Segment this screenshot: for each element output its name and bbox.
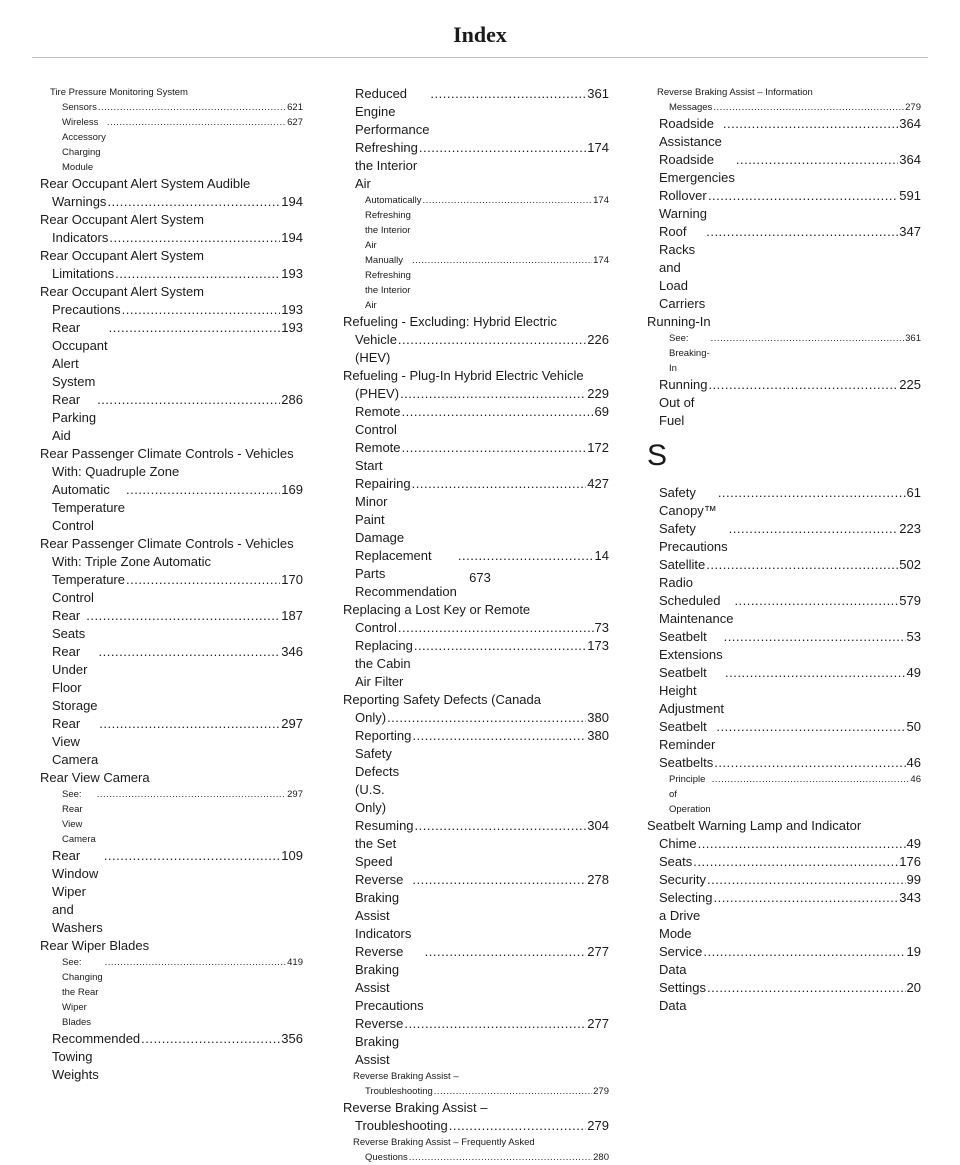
index-entry[interactable] [647,979,921,1015]
index-entry[interactable] [40,955,303,1030]
index-entry-page: 225 [899,377,921,392]
dot-leader [398,619,594,637]
index-entry-page: 277 [587,944,609,959]
index-entry-page: 380 [587,710,609,725]
index-entry-text: Reverse Braking Assist Indicators [355,872,412,941]
index-entry-text: Service Data [659,944,703,977]
index-entry-page: 169 [281,482,303,497]
index-entry[interactable] [40,85,303,115]
index-entry-text: Rear Occupant Alert System [40,284,205,299]
index-entry[interactable] [343,475,609,547]
dot-leader [425,943,587,961]
index-entry-text: Automatic Temperature Control [52,482,125,533]
index-entry-page: 223 [899,521,921,536]
index-entry-text: Reverse Braking Assist – [353,1071,459,1082]
page-title: Index [453,22,507,47]
index-entry-text: Rear Passenger Climate Controls - Vehicles With: Quadruple Zone [40,446,294,479]
index-entry-page: 46 [906,755,921,770]
index-entry[interactable] [647,115,921,151]
index-entry[interactable] [343,193,609,253]
index-entry-text: Roadside Emergencies [659,152,735,185]
index-entry-text: Indicators [52,230,109,245]
dot-leader [725,664,906,682]
dot-leader [412,871,586,889]
index-entry-text: Seatbelt Height Adjustment [659,665,725,716]
dot-leader [99,715,280,733]
dot-leader [409,1150,592,1165]
index-entry-text: Security [659,872,706,887]
index-entry-text: Running-In [647,314,711,329]
index-entry[interactable] [647,85,921,115]
index-entry-text: Resuming the Set Speed [355,818,414,869]
index-entry-text: Safety Precautions [659,521,728,554]
index-entry-text: Seatbelt Reminder [659,719,716,752]
dot-leader [141,1030,280,1048]
index-entry-page: 304 [587,818,609,833]
index-entry-text: Replacing a Lost Key or Remote [343,602,531,617]
index-entry-page: 361 [587,86,609,101]
index-entry-text: Rear Occupant Alert System [40,248,205,263]
dot-leader [98,100,286,115]
index-entry-text: See: Rear View Camera [62,789,96,845]
index-entry-page: 49 [906,665,921,680]
dot-leader [402,403,594,421]
index-entry-text: Reverse Braking Assist – Information [657,87,813,98]
index-entry-page: 579 [899,593,921,608]
index-entry[interactable] [647,664,921,718]
index-entry[interactable] [647,943,921,979]
dot-leader [718,484,906,502]
index-entry-text: Rear View Camera [52,716,99,767]
index-entry-page: 356 [281,1031,303,1046]
index-entry-text: Wireless Accessory Charging Module [62,117,106,173]
index-entry-text: Settings Data [659,980,706,1013]
dot-leader [414,637,586,655]
dot-leader [107,115,286,130]
index-entry-page: 170 [281,572,303,587]
index-entry-text: See: Changing the Rear Wiper Blades [62,957,103,1028]
index-entry-page: 278 [587,872,609,887]
dot-leader [412,475,587,493]
index-entry-text: Seatbelt Warning Lamp and Indicator [647,818,862,833]
dot-leader [713,889,898,907]
index-entry[interactable] [40,211,303,247]
index-entry-text: Reverse Braking Assist – [343,1100,488,1115]
index-entry[interactable] [647,853,921,871]
index-entry[interactable] [343,637,609,691]
index-entry-page: 14 [594,548,609,563]
index-entry[interactable] [343,403,609,439]
index-entry-text: Only) [355,710,387,725]
dot-leader [419,139,586,157]
index-entry[interactable] [647,187,921,223]
index-entry[interactable] [40,643,303,715]
index-entry-text: Running Out of Fuel [659,377,708,428]
index-column-middle [343,85,609,1165]
index-entry[interactable] [343,817,609,871]
index-entry-text: Replacing the Cabin Air Filter [355,638,413,689]
index-entry-page: 226 [587,332,609,347]
index-entry-page: 591 [899,188,921,203]
index-entry-page: 53 [906,629,921,644]
index-entry-page: 279 [593,1086,609,1097]
index-entry-text: Chime [659,836,697,851]
index-entry-text: Satellite Radio [659,557,706,590]
index-entry-page: 347 [899,224,921,239]
index-entry[interactable] [343,1069,609,1099]
index-entry-text: (PHEV) [355,386,400,401]
dot-leader [398,331,586,349]
index-entry-page: 280 [593,1152,609,1163]
dot-leader [716,718,905,736]
dot-leader [707,979,906,997]
index-column-right [647,85,921,1015]
index-entry[interactable] [40,607,303,643]
index-entry[interactable] [40,283,303,319]
index-entry[interactable] [343,691,609,727]
index-entry[interactable] [647,817,921,853]
dot-leader [402,439,587,457]
index-entry-text: Troubleshooting [365,1086,433,1097]
index-entry-page: 173 [587,638,609,653]
dot-leader [423,193,593,208]
index-entry-text: Rear View Camera [40,770,150,785]
index-entry[interactable] [343,439,609,475]
header-divider [32,57,928,58]
index-entry-text: Rear Occupant Alert System [52,320,108,389]
index-entry-page: 279 [905,102,921,113]
index-entry-page: 297 [281,716,303,731]
index-entry-page: 174 [593,255,609,266]
index-entry-text: Rear Wiper Blades [40,938,150,953]
dot-leader [126,481,280,499]
index-entry-page: 364 [899,152,921,167]
index-entry[interactable] [40,445,303,535]
dot-leader [734,592,898,610]
index-entry-text: Automatically Refreshing the Interior Air [365,195,422,251]
index-entry-text: Replacement Parts Recommendation [355,548,457,599]
dot-leader [97,787,286,802]
dot-leader [703,943,905,961]
dot-leader [706,223,898,241]
page-number: 673 [469,570,491,585]
index-entry-text: Seatbelts [659,755,714,770]
index-entry-page: 174 [593,195,609,206]
index-entry-page: 279 [587,1118,609,1133]
index-entry[interactable] [40,391,303,445]
dot-leader [115,265,280,283]
index-entry[interactable] [343,85,609,139]
index-entry-text: Manually Refreshing the Interior Air [365,255,411,311]
index-entry[interactable] [40,847,303,937]
dot-leader [107,193,280,211]
index-entry[interactable] [343,367,609,403]
index-entry-text: Reverse Braking Assist Precautions [355,944,424,1013]
index-entry-text: Control [355,620,397,635]
index-entry[interactable] [647,151,921,187]
dot-leader [708,376,898,394]
index-entry-text: Reporting Safety Defects (Canada [343,692,541,707]
index-entry-page: 19 [906,944,921,959]
dot-leader [415,817,587,835]
index-entry-text: Selecting a Drive Mode [659,890,713,941]
dot-leader [712,772,910,787]
index-entry-page: 193 [281,320,303,335]
index-entry[interactable] [40,715,303,769]
index-entry-text: Messages [669,102,713,113]
index-entry-page: 176 [899,854,921,869]
index-entry[interactable] [343,1099,609,1135]
dot-leader [104,847,280,865]
dot-leader [714,754,905,772]
dot-leader [109,319,281,337]
index-entry[interactable] [40,1030,303,1084]
index-entry-text: Troubleshooting [355,1118,448,1133]
index-entry-page: 502 [899,557,921,572]
index-entry-text: Scheduled Maintenance [659,593,734,626]
index-entry-page: 109 [281,848,303,863]
index-entry-text: Remote Start [355,440,401,473]
dot-leader [122,301,281,319]
index-entry[interactable] [647,718,921,754]
index-entry-text: Rear Seats [52,608,86,641]
index-entry-page: 364 [899,116,921,131]
index-entry[interactable] [647,628,921,664]
index-entry-page: 194 [281,230,303,245]
dot-leader [736,151,898,169]
index-entry-text: Reduced Engine Performance [355,86,430,137]
dot-leader [400,385,586,403]
index-entry-text: Rear Occupant Alert System [40,212,205,227]
dot-leader [723,115,898,133]
index-entry-page: 193 [281,266,303,281]
index-entry[interactable] [647,871,921,889]
index-entry-page: 46 [910,774,921,785]
index-entry-text: Rear Under Floor Storage [52,644,98,713]
index-entry[interactable] [343,139,609,193]
index-entry[interactable] [343,943,609,1015]
index-entry-text: Reverse Braking Assist [355,1016,404,1067]
index-entry-page: 172 [587,440,609,455]
index-entry[interactable] [647,772,921,817]
index-entry-page: 361 [905,333,921,344]
index-entry-text: Recommended Towing Weights [52,1031,141,1082]
index-entry-text: Questions [365,1152,408,1163]
index-entry-text: Roof Racks and Load Carriers [659,224,706,311]
dot-leader [86,607,280,625]
index-entry-page: 61 [906,485,921,500]
dot-leader [707,871,906,889]
dot-leader [387,709,586,727]
index-entry[interactable] [40,319,303,391]
index-entry-page: 174 [587,140,609,155]
index-entry[interactable] [647,484,921,520]
index-entry-page: 380 [587,728,609,743]
dot-leader [724,628,906,646]
index-entry[interactable] [647,223,921,313]
index-entry-text: Reporting Safety Defects (U.S. Only) [355,728,412,815]
dot-leader [693,853,898,871]
index-entry[interactable] [343,601,609,637]
dot-leader [434,1084,592,1099]
index-entry-text: Precautions [52,302,121,317]
index-entry-page: 194 [281,194,303,209]
dot-leader [109,229,280,247]
index-entry-text: Principle of Operation [669,774,711,815]
index-entry-text: Rollover Warning [659,188,707,221]
dot-leader [404,1015,586,1033]
index-entry-page: 49 [906,836,921,851]
index-entry-text: Reverse Braking Assist – Frequently Asked [353,1137,535,1148]
dot-leader [99,643,281,661]
dot-leader [708,187,898,205]
index-entry-page: 621 [287,102,303,113]
index-entry-text: Vehicle (HEV) [355,332,397,365]
dot-leader [97,391,280,409]
index-entry[interactable] [647,376,921,430]
index-entry-text: Rear Occupant Alert System Audible [40,176,251,191]
dot-leader [458,547,594,565]
index-entry-page: 427 [587,476,609,491]
index-entry-text: Seats [659,854,693,869]
index-entry[interactable] [40,175,303,211]
index-entry-page: 99 [906,872,921,887]
index-entry-text: Limitations [52,266,115,281]
index-entry-text: Rear Passenger Climate Controls - Vehicles With: Triple Zone Automatic [40,536,294,569]
index-entry[interactable] [40,115,303,175]
dot-leader [430,85,586,103]
index-entry-page: 277 [587,1016,609,1031]
index-entry[interactable] [647,754,921,772]
index-entry-page: 73 [594,620,609,635]
index-entry[interactable] [343,1015,609,1069]
index-entry-text: Refueling - Plug-In Hybrid Electric Vehicle [343,368,584,383]
index-entry-text: Repairing Minor Paint Damage [355,476,411,545]
index-entry-text: Refreshing the Interior Air [355,140,418,191]
dot-leader [711,331,904,346]
index-entry-text: Rear Parking Aid [52,392,97,443]
index-entry[interactable] [343,253,609,313]
dot-leader [105,955,287,970]
index-entry[interactable] [40,247,303,283]
index-entry-text: Seatbelt Extensions [659,629,723,662]
index-entry[interactable] [647,331,921,376]
dot-leader [729,520,899,538]
index-entry-page: 343 [899,890,921,905]
index-entry[interactable] [647,313,921,331]
dot-leader [449,1117,587,1135]
index-entry[interactable] [647,520,921,556]
index-letter-heading: S [647,439,668,472]
index-entry[interactable] [647,592,921,628]
index-entry-page: 297 [287,789,303,800]
index-entry-text: Sensors [62,102,97,113]
index-entry-text: See: Breaking-In [669,333,710,374]
index-entry-text: Roadside Assistance [659,116,722,149]
index-entry-page: 419 [287,957,303,968]
index-entry[interactable] [343,1135,609,1165]
index-entry[interactable] [40,937,303,955]
index-entry-text: Remote Control [355,404,401,437]
dot-leader [412,253,592,268]
index-entry-page: 627 [287,117,303,128]
index-entry[interactable] [343,871,609,943]
index-entry-text: Temperature Control [52,572,125,605]
index-entry-page: 229 [587,386,609,401]
index-entry[interactable] [647,889,921,943]
index-entry-page: 20 [906,980,921,995]
index-entry-text: Rear Window Wiper and Washers [52,848,103,935]
dot-leader [698,835,906,853]
index-entry-page: 187 [281,608,303,623]
index-entry-text: Warnings [52,194,107,209]
index-entry-text: Safety Canopy™ [659,485,717,518]
index-entry[interactable] [343,313,609,367]
dot-leader [713,100,904,115]
index-entry-page: 69 [594,404,609,419]
index-entry[interactable] [40,769,303,787]
index-entry[interactable] [40,787,303,847]
dot-leader [412,727,586,745]
index-entry-page: 193 [281,302,303,317]
index-entry-page: 50 [906,719,921,734]
index-entry-page: 346 [281,644,303,659]
index-entry-page: 286 [281,392,303,407]
index-entry[interactable] [343,727,609,817]
index-entry-text: Tire Pressure Monitoring System [50,87,188,98]
index-entry-text: Refueling - Excluding: Hybrid Electric [343,314,557,329]
